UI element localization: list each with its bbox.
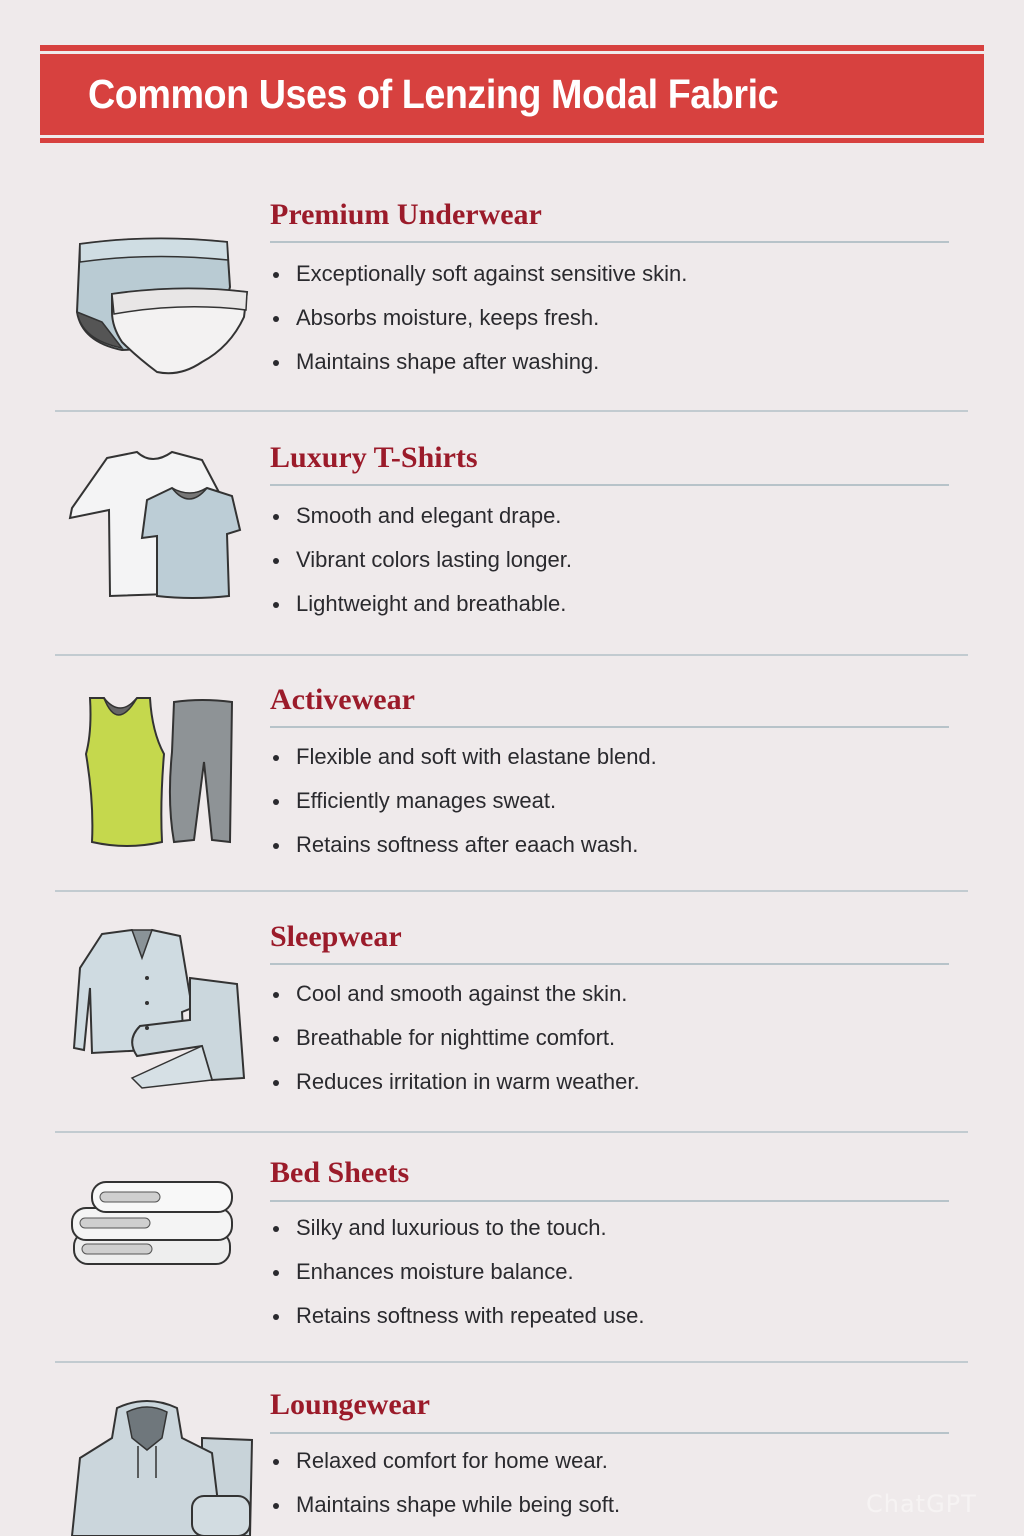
section-title: Premium Underwear	[270, 198, 542, 231]
header-top-stripe	[40, 45, 984, 51]
hoodie-sweatpants-icon	[62, 1398, 262, 1536]
title-underline	[270, 484, 949, 486]
tshirts-icon	[62, 448, 262, 608]
watermark: ChatGPT	[866, 1490, 977, 1518]
section-title: Luxury T-Shirts	[270, 441, 478, 474]
folded-sheets-icon	[62, 1172, 262, 1272]
section-title: Activewear	[270, 683, 415, 716]
bullet-list	[272, 1445, 620, 1533]
list-item: Smooth and elegant drape.	[272, 500, 572, 544]
list-item: Exceptionally soft against sensitive skin.	[272, 258, 687, 302]
bullet-list	[272, 1212, 645, 1344]
bullet-list	[272, 500, 572, 632]
list-item: Retains softness with repeated use.	[272, 1300, 645, 1344]
page-title: Common Uses of Lenzing Modal Fabric	[88, 71, 779, 117]
section-title: Loungewear	[270, 1388, 430, 1421]
section-divider	[55, 890, 968, 892]
list-item: Vibrant colors lasting longer.	[272, 544, 572, 588]
title-underline	[270, 963, 949, 965]
list-item: Lightweight and breathable.	[272, 588, 572, 632]
list-item: Silky and luxurious to the touch.	[272, 1212, 645, 1256]
section-title: Bed Sheets	[270, 1156, 410, 1189]
list-item: Flexible and soft with elastane blend.	[272, 741, 657, 785]
bullet-list	[272, 741, 657, 873]
list-item: Absorbs moisture, keeps fresh.	[272, 302, 687, 346]
list-item: Relaxed comfort for home wear.	[272, 1445, 620, 1489]
list-item: Cool and smooth against the skin.	[272, 978, 640, 1022]
list-item: Maintains shape after washing.	[272, 346, 687, 390]
list-item: Maintains shape while being soft.	[272, 1489, 620, 1533]
list-item: Reduces irritation in warm weather.	[272, 1066, 640, 1110]
title-underline	[270, 1432, 949, 1434]
title-underline	[270, 241, 949, 243]
section-divider	[55, 1361, 968, 1363]
list-item: Enhances moisture balance.	[272, 1256, 645, 1300]
list-item: Breathable for nighttime comfort.	[272, 1022, 640, 1066]
section-divider	[55, 1131, 968, 1133]
section-title: Sleepwear	[270, 920, 402, 953]
pajamas-icon	[62, 928, 262, 1093]
section-divider	[55, 654, 968, 656]
section-divider	[55, 410, 968, 412]
list-item: Retains softness after eaach wash.	[272, 829, 657, 873]
tank-top-leggings-icon	[62, 692, 262, 857]
list-item: Efficiently manages sweat.	[272, 785, 657, 829]
bullet-list	[272, 978, 640, 1110]
header-bottom-stripe	[40, 138, 984, 143]
underwear-icon	[62, 232, 262, 382]
bullet-list	[272, 258, 687, 390]
title-underline	[270, 726, 949, 728]
title-underline	[270, 1200, 949, 1202]
